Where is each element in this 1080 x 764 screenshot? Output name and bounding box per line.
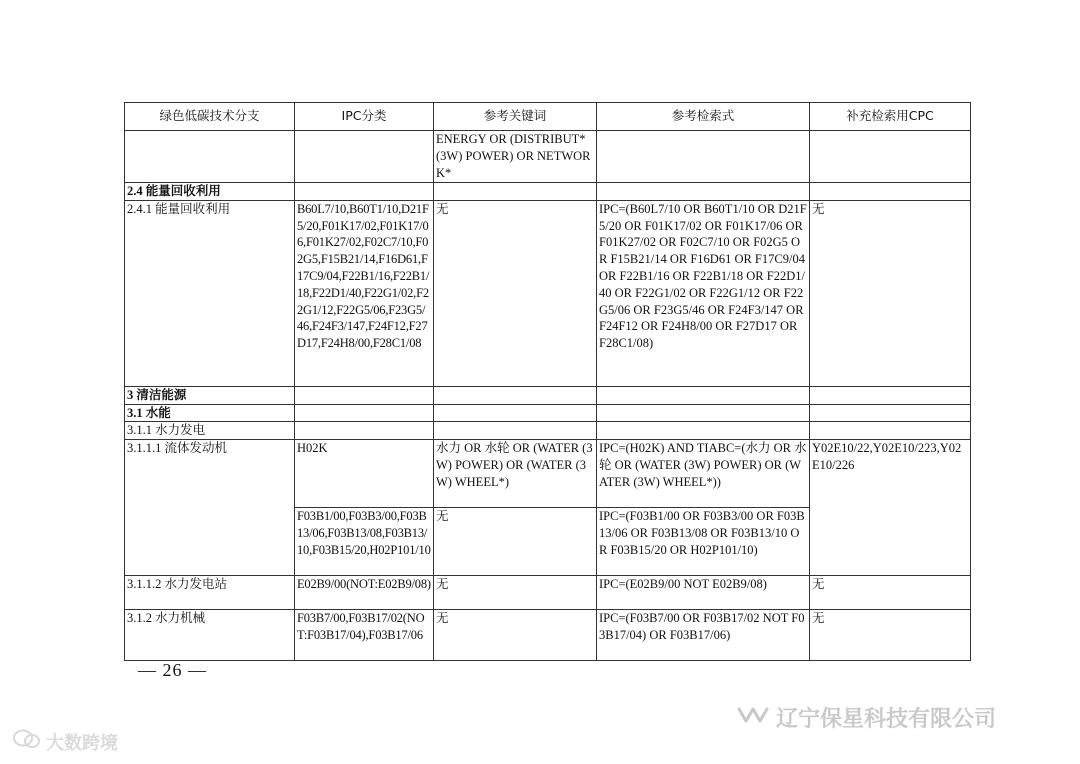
table-row bbox=[125, 131, 971, 183]
table-row bbox=[125, 386, 971, 404]
branch-cell: 3 清洁能源 bbox=[125, 386, 295, 404]
ipc-cell: B60L7/10,B60T1/10,D21F5/20,F01K17/02,F01K17/06,F01K27/02,F02C7/10,F02G5,F15B21/14,F16D61,F17C9/04,F22B1/16,F22B1/18,F22D1/40,F22G1/02,F22G1/12,F22G5/06,F23G5/46,F24F3/147,F24F12,F27D17,F24H8/00,F28C1/08 bbox=[295, 200, 434, 386]
keywords-cell bbox=[434, 404, 597, 422]
ipc-cell: F03B1/00,F03B3/00,F03B13/06,F03B13/08,F03B13/10,F03B15/20,H02P101/10 bbox=[295, 508, 434, 576]
table-row bbox=[125, 576, 971, 610]
wechat-channel-icon bbox=[736, 701, 770, 733]
ipc-cell bbox=[295, 386, 434, 404]
header-ipc: IPC分类 bbox=[295, 103, 434, 131]
query-cell bbox=[597, 131, 810, 183]
header-cpc: 补充检索用CPC bbox=[810, 103, 971, 131]
ipc-cell: F03B7/00,F03B17/02(NOT:F03B17/04),F03B17/06 bbox=[295, 610, 434, 661]
table-row bbox=[125, 200, 971, 386]
cpc-cell: Y02E10/22,Y02E10/223,Y02E10/226 bbox=[810, 440, 971, 576]
query-cell: IPC=(E02B9/00 NOT E02B9/08) bbox=[597, 576, 810, 610]
keywords-cell: 无 bbox=[434, 200, 597, 386]
watermark-left bbox=[12, 728, 118, 755]
query-cell bbox=[597, 183, 810, 201]
query-cell bbox=[597, 386, 810, 404]
query-cell: IPC=(F03B1/00 OR F03B3/00 OR F03B13/06 OR F03B13/08 OR F03B13/10 OR F03B15/20 OR H02P101/10) bbox=[597, 508, 810, 576]
cpc-cell bbox=[810, 404, 971, 422]
branch-cell: 3.1 水能 bbox=[125, 404, 295, 422]
header-branch: 绿色低碳技术分支 bbox=[125, 103, 295, 131]
branch-cell: 2.4 能量回收利用 bbox=[125, 183, 295, 201]
header-keywords: 参考关键词 bbox=[434, 103, 597, 131]
classification-table bbox=[124, 102, 971, 661]
keywords-cell: ENERGY OR (DISTRIBUT* (3W) POWER) OR NETWORK* bbox=[434, 131, 597, 183]
branch-cell: 3.1.1.1 流体发动机 bbox=[125, 440, 295, 576]
ipc-cell: E02B9/00(NOT:E02B9/08) bbox=[295, 576, 434, 610]
watermark-right bbox=[736, 701, 996, 733]
keywords-cell bbox=[434, 386, 597, 404]
header-query: 参考检索式 bbox=[597, 103, 810, 131]
cpc-cell: 无 bbox=[810, 576, 971, 610]
ipc-cell bbox=[295, 183, 434, 201]
keywords-cell: 无 bbox=[434, 508, 597, 576]
cpc-cell bbox=[810, 386, 971, 404]
query-cell bbox=[597, 404, 810, 422]
table-row bbox=[125, 404, 971, 422]
query-cell bbox=[597, 422, 810, 440]
branch-cell: 3.1.2 水力机械 bbox=[125, 610, 295, 661]
keywords-cell: 无 bbox=[434, 576, 597, 610]
table-row bbox=[125, 422, 971, 440]
ipc-cell: H02K bbox=[295, 440, 434, 508]
ipc-cell bbox=[295, 404, 434, 422]
keywords-cell bbox=[434, 183, 597, 201]
cpc-cell bbox=[810, 131, 971, 183]
cpc-cell: 无 bbox=[810, 200, 971, 386]
query-cell: IPC=(F03B7/00 OR F03B17/02 NOT F03B17/04) OR F03B17/06) bbox=[597, 610, 810, 661]
watermark-right-text: 辽宁保星科技有限公司 bbox=[776, 706, 997, 732]
query-cell: IPC=(H02K) AND TIABC=(水力 OR 水轮 OR (WATER (3W) POWER) OR (WATER (3W) WHEEL*)) bbox=[597, 440, 810, 508]
cpc-cell: 无 bbox=[810, 610, 971, 661]
table-row bbox=[125, 440, 971, 508]
keywords-cell: 水力 OR 水轮 OR (WATER (3W) POWER) OR (WATER (3W) WHEEL*) bbox=[434, 440, 597, 508]
wechat-logo-icon bbox=[12, 728, 42, 755]
branch-cell: 3.1.1.2 水力发电站 bbox=[125, 576, 295, 610]
table-row bbox=[125, 183, 971, 201]
ipc-cell bbox=[295, 422, 434, 440]
table-header-row bbox=[125, 103, 971, 131]
table-row bbox=[125, 610, 971, 661]
keywords-cell bbox=[434, 422, 597, 440]
branch-cell bbox=[125, 131, 295, 183]
ipc-cell bbox=[295, 131, 434, 183]
query-cell: IPC=(B60L7/10 OR B60T1/10 OR D21F5/20 OR F01K17/02 OR F01K17/06 OR F01K27/02 OR F02C7/10 OR F02G5 OR F15B21/14 OR F16D61 OR F17C9/04 OR F22B1/16 OR F22B1/18 OR F22D1/40 OR F22G1/02 OR F22G1/12 OR F22G5/06 OR F23G5/46 OR F24F3/147 OR F24F12 OR F24H8/00 OR F27D17 OR F28C1/08) bbox=[597, 200, 810, 386]
cpc-cell bbox=[810, 422, 971, 440]
page-number: — 26 — bbox=[138, 660, 207, 680]
cpc-cell bbox=[810, 183, 971, 201]
keywords-cell: 无 bbox=[434, 610, 597, 661]
watermark-left-text: 大数跨境 bbox=[46, 732, 118, 754]
branch-cell: 2.4.1 能量回收利用 bbox=[125, 200, 295, 386]
branch-cell: 3.1.1 水力发电 bbox=[125, 422, 295, 440]
